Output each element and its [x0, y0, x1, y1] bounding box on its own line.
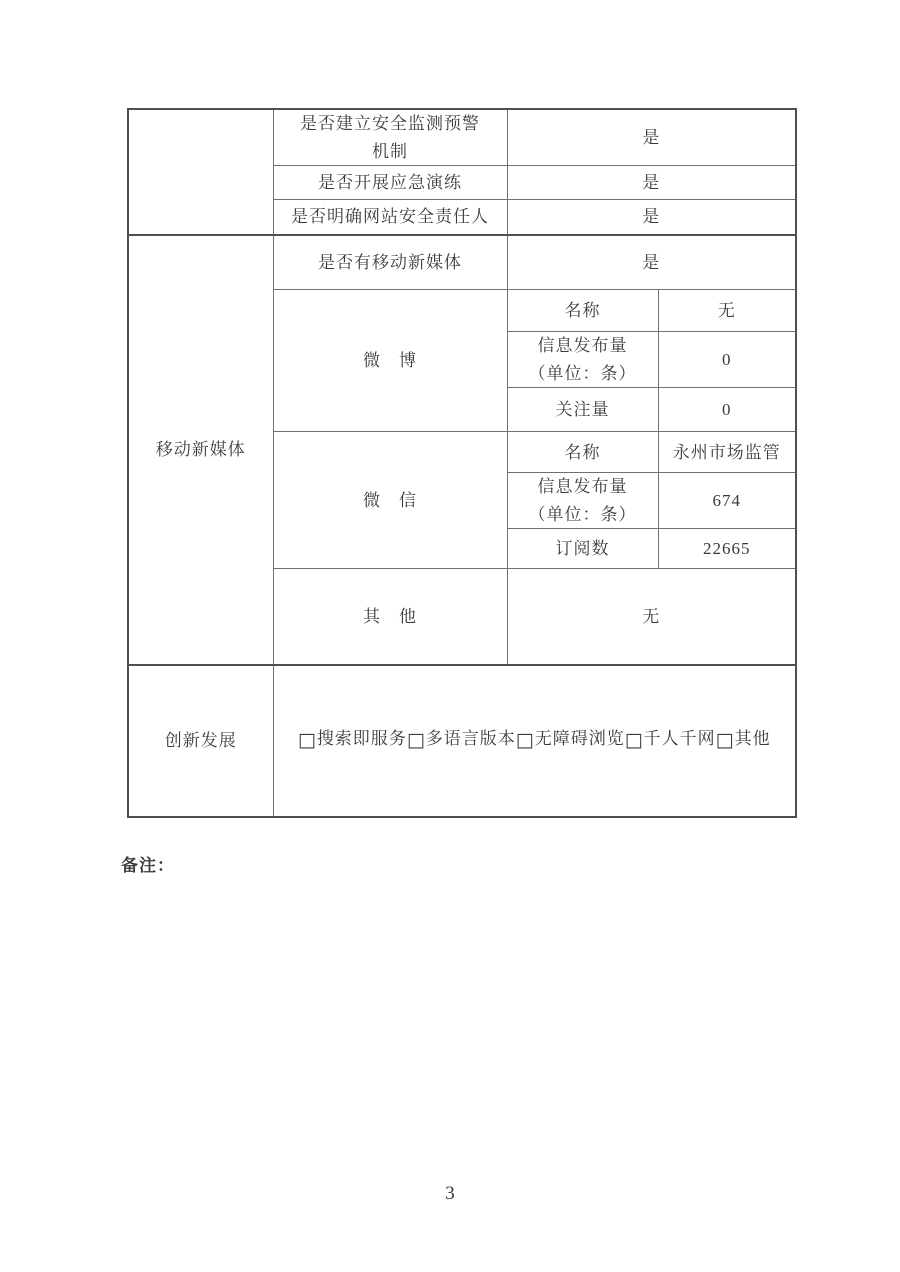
weibo-followers-value: 0 [658, 388, 796, 432]
innovation-option-label: 搜索即服务 [316, 729, 407, 749]
wechat-posts-label [507, 473, 658, 529]
security-answer-drill: 是 [507, 166, 796, 200]
checkbox-icon: □ [515, 729, 534, 752]
checkbox-icon: □ [406, 729, 425, 752]
security-group-cell [128, 109, 273, 235]
innovation-option [715, 729, 771, 752]
innovation-option [406, 729, 516, 752]
mobile-media-group-label: 移动新媒体 [128, 235, 273, 665]
wechat-subscribers-label: 订阅数 [507, 529, 658, 569]
notes-label: 备注： [121, 856, 175, 875]
wechat-posts-value: 674 [658, 473, 796, 529]
security-question-responsible: 是否明确网站安全责任人 [273, 200, 507, 235]
security-question-monitoring [273, 109, 507, 166]
innovation-option-label: 无障碍浏览 [534, 729, 625, 749]
question-label-line2: 机制 [372, 141, 408, 161]
weibo-label: 微 博 [273, 290, 507, 432]
wechat-label: 微 信 [273, 432, 507, 569]
page-number: 3 [445, 1183, 455, 1204]
wechat-name-label: 名称 [507, 432, 658, 473]
innovation-option [515, 729, 625, 752]
checkbox-icon: □ [297, 729, 316, 752]
posts-label-line1: 信息发布量 [537, 477, 628, 497]
wechat-name-value: 永州市场监管 [658, 432, 796, 473]
has-mobile-media-answer: 是 [507, 235, 796, 290]
table-row [128, 665, 796, 817]
weibo-posts-label [507, 332, 658, 388]
innovation-option-label: 千人千网 [643, 729, 716, 749]
innovation-option-label: 多语言版本 [425, 729, 516, 749]
wechat-subscribers-value: 22665 [658, 529, 796, 569]
posts-label-line2: （单位：条） [528, 504, 637, 524]
innovation-option [624, 729, 716, 752]
other-media-value: 无 [507, 569, 796, 665]
weibo-name-label: 名称 [507, 290, 658, 332]
weibo-posts-value: 0 [658, 332, 796, 388]
checkbox-icon: □ [715, 729, 734, 752]
security-answer-responsible: 是 [507, 200, 796, 235]
question-label-line1: 是否建立安全监测预警 [300, 114, 480, 133]
other-media-label: 其 他 [273, 569, 507, 665]
innovation-option-label: 其他 [734, 729, 771, 749]
weibo-followers-label: 关注量 [507, 388, 658, 432]
has-mobile-media-question: 是否有移动新媒体 [273, 235, 507, 290]
annual-report-table [127, 108, 797, 818]
table-row [128, 235, 796, 290]
innovation-group-label: 创新发展 [128, 665, 273, 817]
posts-label-line1: 信息发布量 [537, 336, 628, 356]
checkbox-icon: □ [624, 729, 643, 752]
security-question-drill: 是否开展应急演练 [273, 166, 507, 200]
security-answer-monitoring: 是 [507, 109, 796, 166]
posts-label-line2: （单位：条） [528, 363, 637, 383]
table-row [128, 109, 796, 166]
innovation-option [297, 729, 407, 752]
innovation-options-cell [273, 665, 796, 817]
weibo-name-value: 无 [658, 290, 796, 332]
